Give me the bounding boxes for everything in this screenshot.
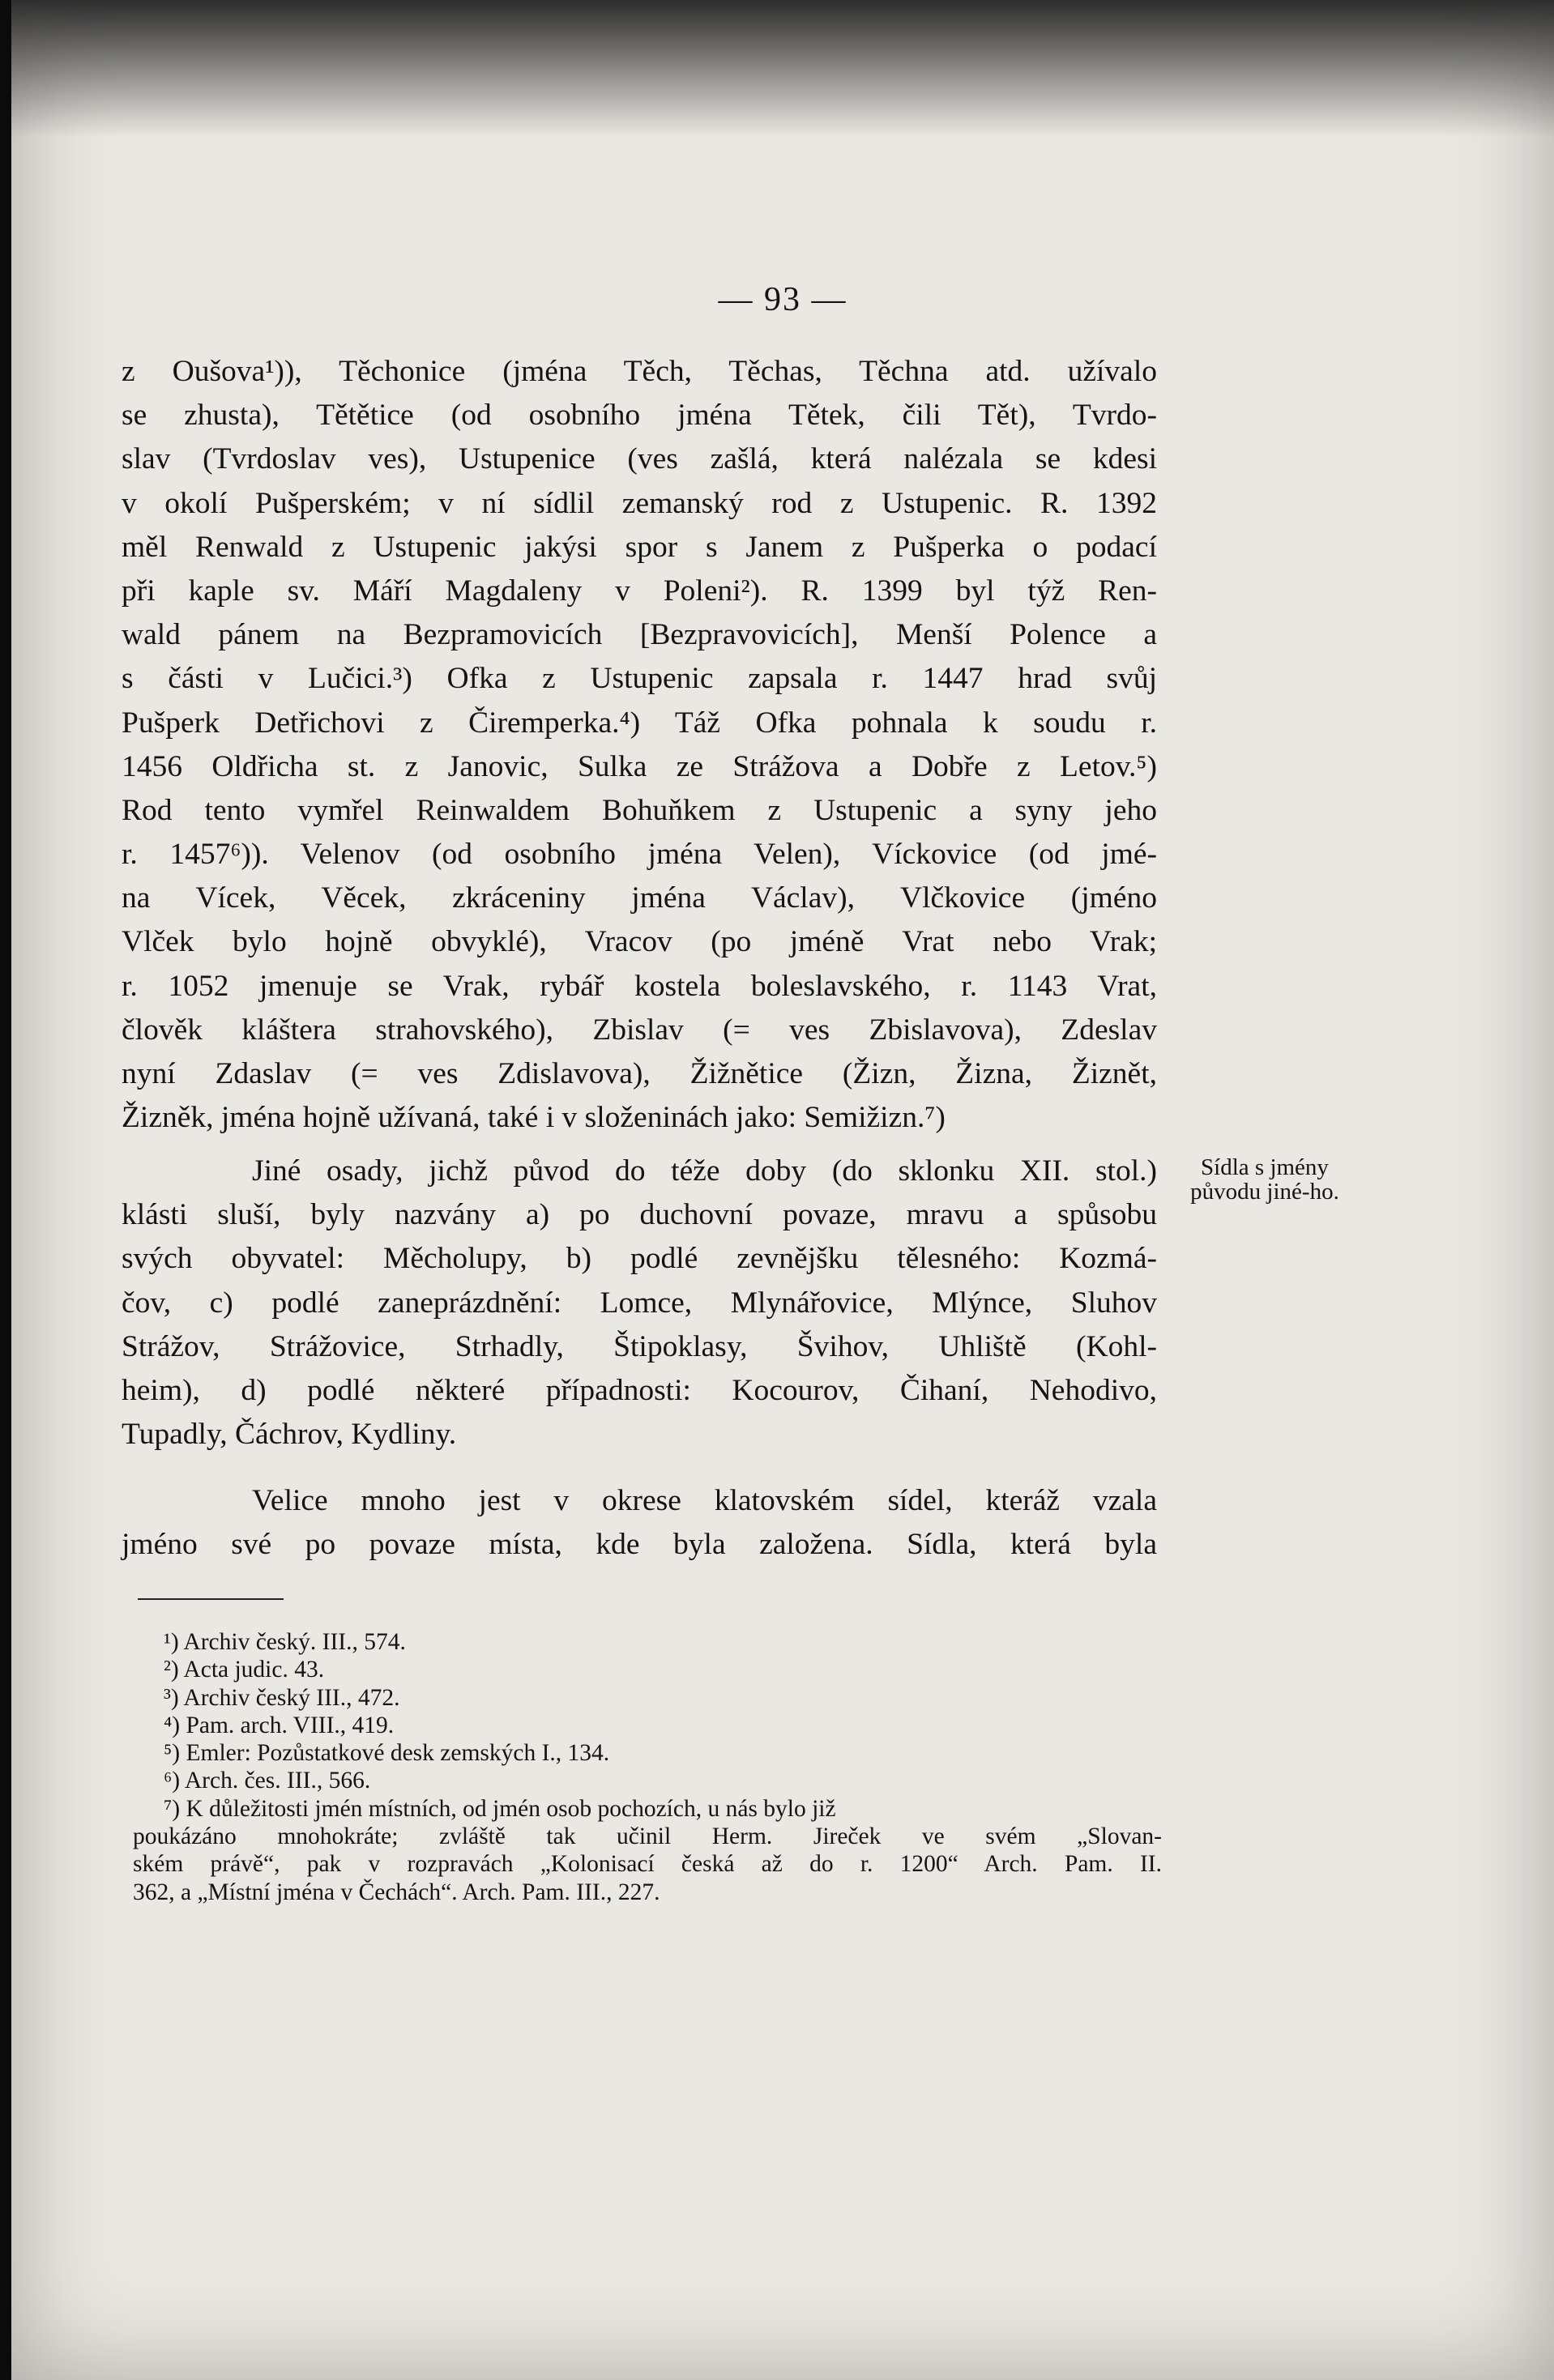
- footnote-continuation: 362, a „Místní jména v Čechách“. Arch. Pam. III., 227.: [133, 1879, 660, 1905]
- footnote: ⁷) K důležitosti jmén místních, od jmén osob pochozích, u nás bylo již: [164, 1795, 836, 1822]
- footnote: ⁶) Arch. čes. III., 566.: [164, 1768, 371, 1794]
- footnote: ⁴) Pam. arch. VIII., 419.: [164, 1712, 395, 1738]
- paragraph-other-settlements: [122, 1149, 1157, 1457]
- text-line: 1456 Oldřicha st. z Janovic, Sulka ze Strážova a Dobře z Letov.⁵): [122, 749, 1157, 783]
- text-line: se zhusta), Tětětice (od osobního jména Tětek, čili Tět), Tvrdo-: [122, 399, 1157, 433]
- footnotes: [133, 1628, 1162, 1906]
- text-line: při kaple sv. Máří Magdaleny v Poleni²). R. 1399 byl týž Ren-: [122, 574, 1157, 608]
- text-line: Tupadly, Čáchrov, Kydliny.: [122, 1418, 457, 1452]
- text-line: Žizněk, jména hojně užívaná, také i v složeninách jako: Semižizn.⁷): [122, 1101, 946, 1135]
- margin-note: Sídla s jmény původu jiné-ho.: [1190, 1154, 1339, 1205]
- text-line: nyní Zdaslav (= ves Zdislavova), Žižnětice (Žizn, Žizna, Žiznět,: [122, 1057, 1157, 1090]
- text-line: r. 1052 jmenuje se Vrak, rybář kostela boleslavského, r. 1143 Vrat,: [122, 969, 1157, 1003]
- footnote-divider: [138, 1598, 284, 1600]
- text-line: r. 1457⁶)). Velenov (od osobního jména Velen), Víckovice (od jmé-: [122, 838, 1157, 872]
- text-line: Velice mnoho jest v okrese klatovském sídel, kteráž vzala: [252, 1484, 1157, 1517]
- text-line: Pušperk Detřichovi z Čiremperka.⁴) Táž Ofka pohnala k soudu r.: [122, 706, 1157, 740]
- text-line: Jiné osady, jichž původ do téže doby (do sklonku XII. stol.): [252, 1154, 1157, 1188]
- text-line: na Vícek, Věcek, zkráceniny jména Václav), Vlčkovice (jméno: [122, 881, 1157, 915]
- page-number: — 93 —: [718, 281, 847, 318]
- footnote-continuation: poukázáno mnohokráte; zvláště tak učinil Herm. Jireček ve svém „Slovan-: [133, 1823, 1162, 1850]
- text-line: čov, c) podlé zaneprázdnění: Lomce, Mlynářovice, Mlýnce, Sluhov: [122, 1286, 1157, 1320]
- text-line: heim), d) podlé některé případnosti: Kocourov, Čihaní, Nehodivo,: [122, 1373, 1157, 1407]
- paragraph-place-names: [122, 350, 1157, 1140]
- footnote: ¹) Archiv český. III., 574.: [164, 1629, 406, 1655]
- footnote: ⁵) Emler: Pozůstatkové desk zemských I., 134.: [164, 1740, 610, 1767]
- text-line: jméno své po povaze místa, kde byla založena. Sídla, která byla: [122, 1528, 1157, 1562]
- paragraph-klatovy: [122, 1479, 1157, 1567]
- text-line: Vlček bylo hojně obvyklé), Vracov (po jméně Vrat nebo Vrak;: [122, 925, 1157, 959]
- text-line: Strážov, Strážovice, Strhadly, Štipoklasy, Švihov, Uhliště (Kohl-: [122, 1329, 1157, 1363]
- text-line: z Oušova¹)), Těchonice (jména Těch, Těchas, Těchna atd. užívalo: [122, 355, 1157, 388]
- text-line: s části v Lučici.³) Ofka z Ustupenic zapsala r. 1447 hrad svůj: [122, 662, 1157, 696]
- text-line: Rod tento vymřel Reinwaldem Bohuňkem z Ustupenic a syny jeho: [122, 793, 1157, 827]
- text-line: klásti sluší, byly nazvány a) po duchovní povaze, mravu a spůsobu: [122, 1198, 1157, 1232]
- book-page: [11, 0, 1554, 2380]
- footnote: ³) Archiv český III., 472.: [164, 1684, 400, 1711]
- footnote-continuation: ském právě“, pak v rozpravách „Kolonisací česká až do r. 1200“ Arch. Pam. II.: [133, 1851, 1162, 1878]
- text-line: v okolí Pušperském; v ní sídlil zemanský rod z Ustupenic. R. 1392: [122, 486, 1157, 520]
- scan-shadow: [11, 0, 1554, 138]
- text-line: wald pánem na Bezpramovicích [Bezpravovicích], Menší Polence a: [122, 618, 1157, 652]
- footnote: ²) Acta judic. 43.: [164, 1657, 325, 1683]
- text-line: měl Renwald z Ustupenic jakýsi spor s Janem z Pušperka o podací: [122, 530, 1157, 564]
- text-line: člověk kláštera strahovského), Zbislav (= ves Zbislavova), Zdeslav: [122, 1013, 1157, 1047]
- text-line: slav (Tvrdoslav ves), Ustupenice (ves zašlá, která nalézala se kdesi: [122, 442, 1157, 476]
- text-line: svých obyvatel: Měcholupy, b) podlé zevnějšku tělesného: Kozmá-: [122, 1242, 1157, 1276]
